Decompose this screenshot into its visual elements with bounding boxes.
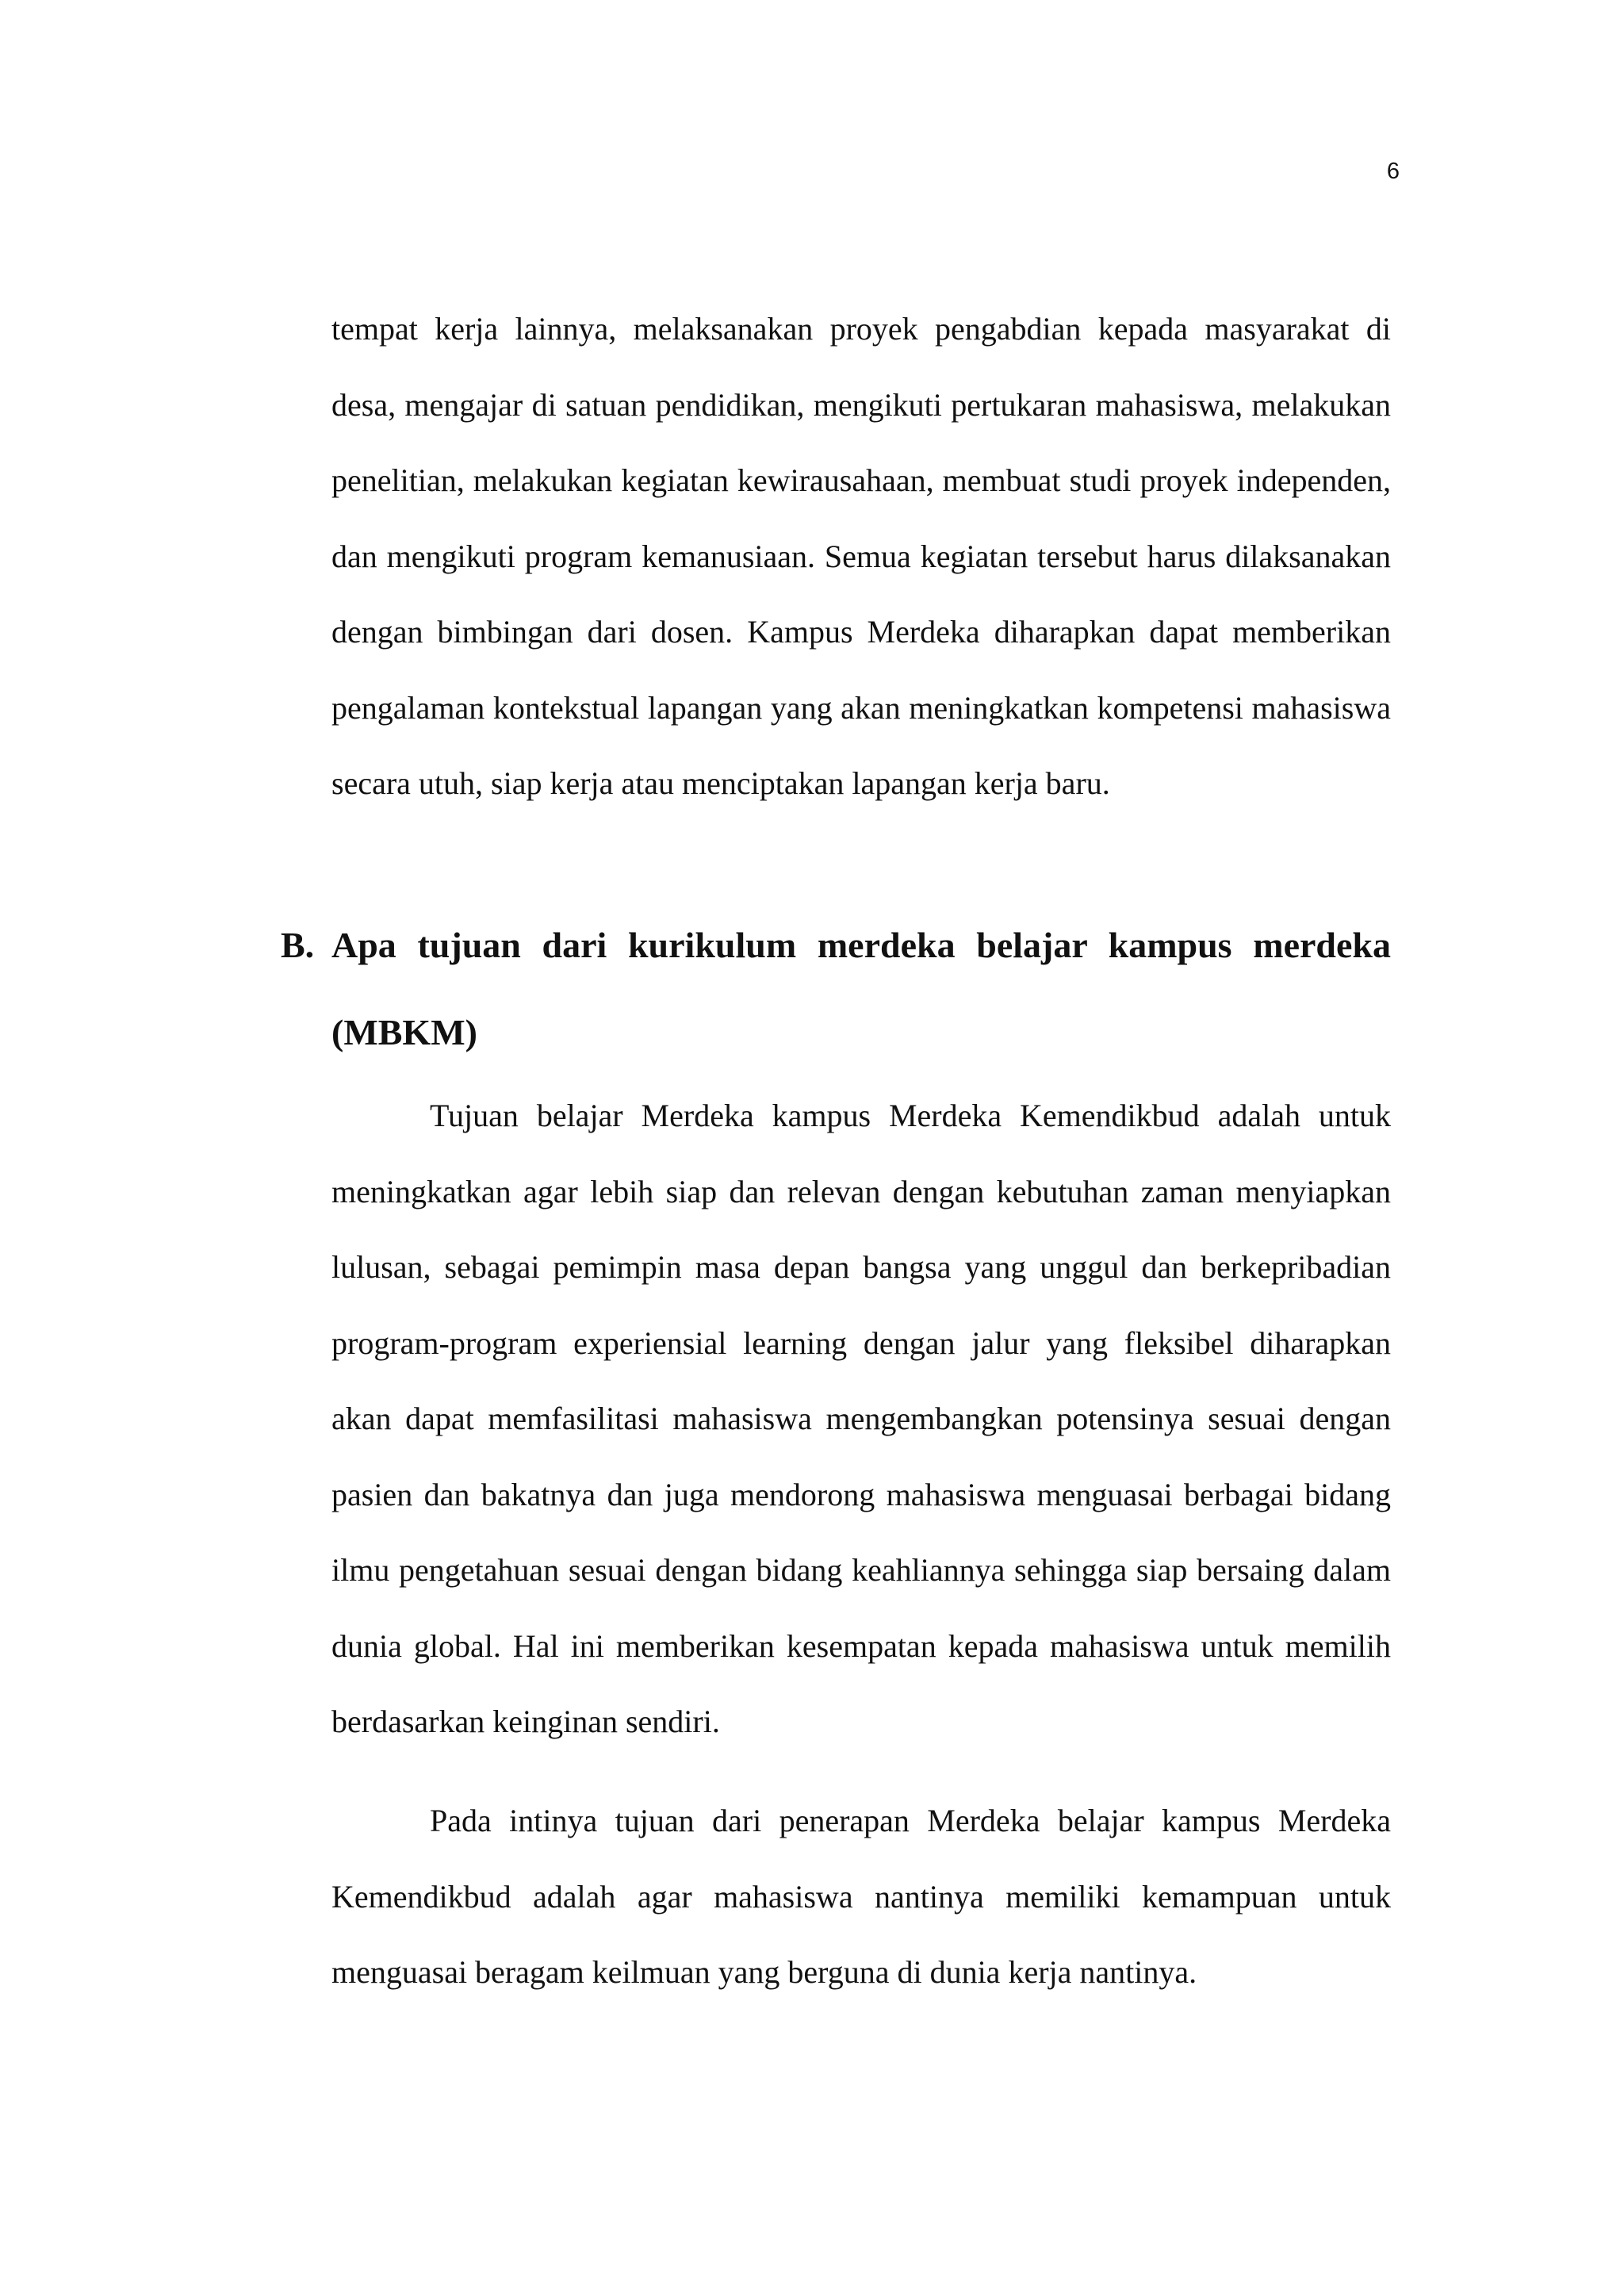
page-number: 6: [1386, 159, 1400, 184]
section-heading: [281, 902, 1391, 1076]
section-letter: B.: [281, 925, 315, 965]
paragraph-text: Pada intinya tujuan dari penerapan Merdeka belajar kampus Merdeka Kemendikbud adalah agar mahasiswa nantinya memiliki kemampuan untuk menguasai beragam keilmuan yang berguna di dunia kerja nantinya.: [331, 1803, 1391, 1990]
paragraph-continued: [331, 291, 1391, 822]
section-title: [331, 902, 1391, 1076]
paragraph-conclusion: [331, 1783, 1391, 2010]
paragraph-text: tempat kerja lainnya, melaksanakan proyek pengabdian kepada masyarakat di desa, mengajar di satuan pendidikan, mengikuti pertukaran mahasiswa, melakukan penelitian, melakukan kegiatan kewirausahaan, membuat studi proyek independen, dan mengikuti program kemanusiaan. Semua kegiatan tersebut harus dilaksanakan dengan bimbingan dari dosen. Kampus Merdeka diharapkan dapat memberikan pengalaman kontekstual lapangan yang akan meningkatkan kompetensi mahasiswa secara utuh, siap kerja atau menciptakan lapangan kerja baru.: [331, 311, 1391, 801]
paragraph-purpose: [331, 1078, 1391, 1760]
section-title-line-2: (MBKM): [331, 1012, 477, 1052]
section-title-line-1: Apa tujuan dari kurikulum merdeka belajar kampus merdeka: [331, 925, 1391, 965]
paragraph-text: Tujuan belajar Merdeka kampus Merdeka Kemendikbud adalah untuk meningkatkan agar lebih siap dan relevan dengan kebutuhan zaman menyiapkan lulusan, sebagai pemimpin masa depan bangsa yang unggul dan berkepribadian program-program experiensial learning dengan jalur yang fleksibel diharapkan akan dapat memfasilitasi mahasiswa mengembangkan potensinya sesuai dengan pasien dan bakatnya dan juga mendorong mahasiswa menguasai berbagai bidang ilmu pengetahuan sesuai dengan bidang keahliannya sehingga siap bersaing dalam dunia global. Hal ini memberikan kesempatan kepada mahasiswa untuk memilih berdasarkan keinginan sendiri.: [331, 1098, 1391, 1739]
